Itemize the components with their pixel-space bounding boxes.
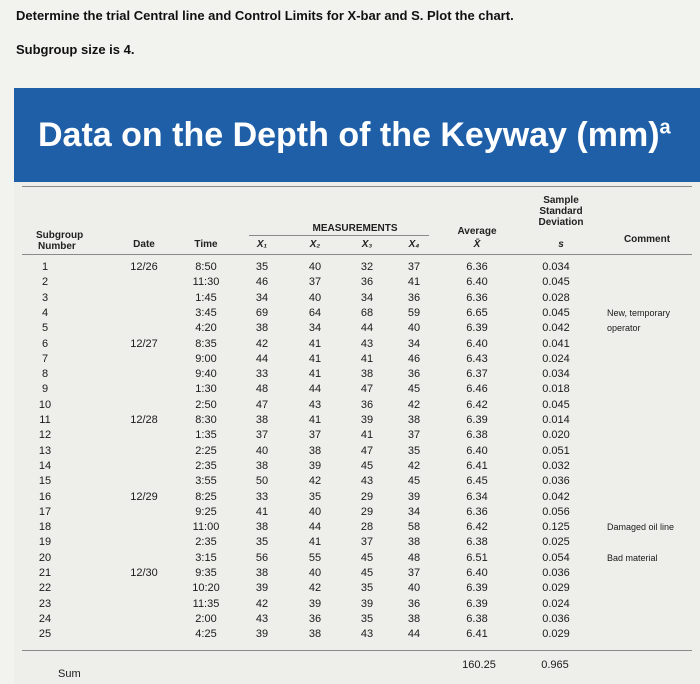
x1-cell: 37 (255, 429, 269, 442)
table-row (14, 612, 700, 627)
time-cell: 3:15 (195, 551, 217, 564)
time-cell: 8:50 (195, 261, 217, 273)
time-cell: 3:45 (195, 306, 217, 319)
subgroup-number-cell: 22 (38, 582, 52, 595)
time-cell: 2:50 (195, 398, 217, 411)
x2-cell: 42 (308, 475, 322, 488)
average-cell: 6.41 (466, 628, 488, 641)
header-date: Date (133, 239, 155, 250)
x3-cell: 44 (360, 322, 374, 335)
table-top-rule (22, 186, 692, 187)
header-measurements: MEASUREMENTS (312, 223, 398, 234)
subgroup-number-cell: 13 (38, 444, 52, 457)
header-x1: X₁ (256, 239, 268, 250)
average-cell: 6.39 (466, 597, 488, 610)
time-cell: 4:20 (195, 322, 217, 335)
x2-cell: 38 (308, 444, 322, 457)
x4-cell: 42 (407, 459, 421, 472)
x1-cell: 39 (255, 628, 269, 641)
subgroup-number-cell: 19 (38, 536, 52, 549)
std-dev-cell: 0.036 (542, 475, 570, 488)
x3-cell: 43 (360, 628, 374, 641)
x3-cell: 36 (360, 398, 374, 411)
header-comment: Comment (623, 234, 671, 245)
x1-cell: 38 (255, 459, 269, 472)
subgroup-number-cell: 7 (41, 352, 49, 365)
header-x4: X₄ (408, 239, 420, 250)
average-cell: 6.43 (466, 352, 488, 365)
time-cell: 2:25 (195, 444, 217, 457)
x4-cell: 44 (407, 628, 421, 641)
x1-cell: 33 (255, 490, 269, 503)
x4-cell: 38 (407, 612, 421, 625)
comment-cell: Damaged oil line (607, 522, 675, 533)
x3-cell: 35 (360, 612, 374, 625)
time-cell: 4:25 (195, 628, 217, 641)
header-x2: X₂ (309, 239, 321, 250)
x2-cell: 40 (308, 291, 322, 304)
table-row (14, 627, 700, 642)
header-x3: X₃ (361, 239, 373, 250)
date-cell: 12/28 (130, 414, 158, 426)
std-dev-cell: 0.025 (542, 536, 570, 549)
header-time: Time (194, 239, 218, 250)
x1-cell: 39 (255, 582, 269, 595)
x2-cell: 41 (308, 414, 322, 426)
header-average: Average (457, 226, 497, 237)
std-dev-cell: 0.054 (542, 551, 570, 564)
average-cell: 6.36 (466, 505, 488, 518)
x2-cell: 41 (308, 368, 322, 381)
std-dev-cell: 0.029 (542, 628, 570, 641)
table-row (14, 459, 700, 474)
average-cell: 6.38 (466, 429, 488, 442)
subgroup-number-cell: 8 (41, 368, 49, 381)
x3-cell: 41 (360, 352, 374, 365)
x3-cell: 35 (360, 582, 374, 595)
x3-cell: 68 (360, 306, 374, 319)
time-cell: 3:55 (195, 475, 217, 488)
x1-cell: 42 (255, 337, 269, 350)
x3-cell: 37 (360, 536, 374, 549)
measurements-rule (249, 235, 429, 236)
subgroup-number-cell: 23 (38, 597, 52, 610)
subgroup-number-cell: 3 (41, 291, 49, 304)
time-cell: 2:35 (195, 536, 217, 549)
table-row (14, 352, 700, 367)
subgroup-number-cell: 9 (41, 383, 49, 396)
table-row (14, 597, 700, 612)
x4-cell: 45 (407, 383, 421, 396)
x4-cell: 35 (407, 444, 421, 457)
time-cell: 1:30 (195, 383, 217, 396)
table-row (14, 444, 700, 459)
std-dev-cell: 0.036 (542, 567, 570, 579)
x4-cell: 39 (407, 490, 421, 503)
x3-cell: 47 (360, 444, 374, 457)
x2-cell: 40 (308, 505, 322, 518)
average-cell: 6.34 (466, 490, 488, 503)
std-dev-cell: 0.036 (542, 612, 570, 625)
average-cell: 6.39 (466, 414, 488, 426)
time-cell: 2:35 (195, 459, 217, 472)
average-cell: 6.38 (466, 536, 488, 549)
average-cell: 6.41 (466, 459, 488, 472)
std-dev-cell: 0.028 (542, 291, 570, 304)
header-s: s (558, 239, 564, 250)
subgroup-number-cell: 5 (41, 322, 49, 335)
x4-cell: 48 (407, 551, 421, 564)
subgroup-number-cell: 2 (41, 276, 49, 289)
table-row (14, 490, 700, 505)
std-dev-cell: 0.024 (542, 352, 570, 365)
x2-cell: 41 (308, 337, 322, 350)
time-cell: 9:00 (195, 352, 217, 365)
x2-cell: 37 (308, 429, 322, 442)
std-dev-cell: 0.014 (542, 414, 570, 426)
x3-cell: 43 (360, 337, 374, 350)
time-cell: 2:00 (195, 612, 217, 625)
x1-cell: 50 (255, 475, 269, 488)
average-cell: 6.36 (466, 261, 488, 273)
time-cell: 9:35 (195, 567, 217, 579)
std-dev-cell: 0.042 (542, 322, 570, 335)
x4-cell: 40 (407, 322, 421, 335)
x4-cell: 37 (407, 261, 421, 273)
table-row (14, 260, 700, 275)
x1-cell: 69 (255, 306, 269, 319)
subgroup-size-text: Subgroup size is 4. (16, 42, 135, 57)
header-bottom-rule (22, 254, 692, 255)
average-cell: 6.65 (466, 306, 488, 319)
time-cell: 8:25 (195, 490, 217, 503)
time-cell: 11:30 (192, 276, 220, 289)
x3-cell: 45 (360, 551, 374, 564)
table-row (14, 474, 700, 489)
x4-cell: 46 (407, 352, 421, 365)
banner-superscript: a (659, 116, 671, 139)
x2-cell: 64 (308, 306, 322, 319)
subgroup-number-cell: 25 (38, 628, 52, 641)
date-cell: 12/29 (130, 490, 158, 503)
header-subgroup: Subgroup (36, 230, 84, 241)
average-cell: 6.42 (466, 398, 488, 411)
x4-cell: 38 (407, 536, 421, 549)
subgroup-number-cell: 10 (38, 398, 52, 411)
x2-cell: 42 (308, 582, 322, 595)
x2-cell: 35 (308, 490, 322, 503)
x1-cell: 40 (255, 444, 269, 457)
x1-cell: 38 (255, 414, 269, 426)
subgroup-number-cell: 24 (38, 612, 52, 625)
sum-label: Sum (58, 668, 81, 680)
x2-cell: 43 (308, 398, 322, 411)
x2-cell: 41 (308, 352, 322, 365)
time-cell: 8:35 (195, 337, 217, 350)
std-dev-cell: 0.018 (542, 383, 570, 396)
subgroup-number-cell: 21 (38, 567, 52, 579)
x2-cell: 36 (308, 612, 322, 625)
subgroup-number-cell: 11 (39, 414, 51, 426)
x1-cell: 42 (255, 597, 269, 610)
std-dev-cell: 0.034 (542, 261, 570, 273)
average-cell: 6.45 (466, 475, 488, 488)
x3-cell: 41 (360, 429, 374, 442)
x2-cell: 40 (308, 261, 322, 273)
x4-cell: 36 (407, 368, 421, 381)
x3-cell: 43 (360, 475, 374, 488)
time-cell: 1:35 (195, 429, 217, 442)
banner-title-text: Data on the Depth of the Keyway (mm) (38, 116, 660, 154)
x1-cell: 38 (255, 322, 269, 335)
x2-cell: 40 (308, 567, 322, 579)
time-cell: 11:35 (192, 597, 220, 610)
x2-cell: 38 (308, 628, 322, 641)
table-row (14, 367, 700, 382)
std-dev-cell: 0.034 (542, 368, 570, 381)
x4-cell: 37 (407, 429, 421, 442)
x3-cell: 39 (360, 414, 374, 426)
average-cell: 6.40 (466, 337, 488, 350)
x3-cell: 34 (360, 291, 374, 304)
x2-cell: 37 (308, 276, 322, 289)
table-row (14, 398, 700, 413)
x4-cell: 38 (407, 414, 421, 426)
keyway-data-table (14, 182, 700, 684)
x4-cell: 59 (407, 306, 421, 319)
std-dev-cell: 0.032 (542, 459, 570, 472)
x1-cell: 48 (255, 383, 269, 396)
question-text: Determine the trial Central line and Control Limits for X-bar and S. Plot the chart. (16, 8, 514, 23)
average-cell: 6.46 (466, 383, 488, 396)
header-sample: Sample (543, 195, 579, 206)
table-row (14, 291, 700, 306)
subgroup-number-cell: 16 (38, 490, 52, 503)
time-cell: 9:25 (195, 505, 217, 518)
date-cell: 12/27 (130, 337, 158, 350)
x1-cell: 35 (255, 261, 269, 273)
x3-cell: 28 (360, 521, 374, 534)
comment-cell: operator (607, 323, 641, 334)
x1-cell: 56 (255, 551, 269, 564)
sum-std-dev: 0.965 (541, 659, 569, 671)
average-cell: 6.39 (466, 582, 488, 595)
x4-cell: 36 (407, 291, 421, 304)
date-cell: 12/26 (130, 261, 158, 273)
average-cell: 6.36 (466, 291, 488, 304)
x3-cell: 38 (360, 368, 374, 381)
x4-cell: 42 (407, 398, 421, 411)
x4-cell: 36 (407, 597, 421, 610)
x3-cell: 36 (360, 276, 374, 289)
subgroup-number-cell: 14 (38, 459, 52, 472)
x4-cell: 37 (407, 567, 421, 579)
x1-cell: 38 (255, 567, 269, 579)
table-row (14, 566, 700, 581)
time-cell: 11:00 (192, 521, 220, 534)
x3-cell: 45 (360, 567, 374, 579)
x3-cell: 39 (360, 597, 374, 610)
table-row (14, 306, 700, 321)
x2-cell: 44 (308, 521, 322, 534)
x4-cell: 34 (407, 337, 421, 350)
std-dev-cell: 0.020 (542, 429, 570, 442)
sum-rule (22, 650, 692, 651)
x1-cell: 41 (255, 505, 269, 518)
x1-cell: 43 (255, 612, 269, 625)
subgroup-number-cell: 6 (41, 337, 49, 350)
table-row (14, 505, 700, 520)
time-cell: 9:40 (195, 368, 217, 381)
header-standard: Standard (539, 206, 583, 217)
x2-cell: 41 (308, 536, 322, 549)
average-cell: 6.40 (466, 276, 488, 289)
x1-cell: 35 (255, 536, 269, 549)
std-dev-cell: 0.056 (542, 505, 570, 518)
subgroup-number-cell: 17 (38, 505, 52, 518)
table-row (14, 520, 700, 535)
header-xbar: X̄ (473, 239, 481, 250)
x4-cell: 41 (407, 276, 421, 289)
x4-cell: 58 (407, 521, 421, 534)
x4-cell: 34 (407, 505, 421, 518)
x1-cell: 46 (255, 276, 269, 289)
std-dev-cell: 0.045 (542, 398, 570, 411)
table-row (14, 337, 700, 352)
table-row (14, 275, 700, 290)
x3-cell: 45 (360, 459, 374, 472)
x2-cell: 39 (308, 597, 322, 610)
x1-cell: 38 (255, 521, 269, 534)
x2-cell: 55 (308, 551, 322, 564)
table-row (14, 321, 700, 336)
std-dev-cell: 0.029 (542, 582, 570, 595)
time-cell: 8:30 (195, 414, 217, 426)
header-deviation: Deviation (538, 217, 584, 228)
header-number: Number (38, 241, 76, 252)
std-dev-cell: 0.042 (542, 490, 570, 503)
std-dev-cell: 0.045 (542, 276, 570, 289)
table-row (14, 382, 700, 397)
subgroup-number-cell: 4 (41, 306, 49, 319)
average-cell: 6.38 (466, 612, 488, 625)
x3-cell: 32 (360, 261, 374, 273)
subgroup-number-cell: 1 (41, 261, 49, 273)
sum-average: 160.25 (462, 659, 496, 671)
table-row (14, 413, 700, 428)
x2-cell: 44 (308, 383, 322, 396)
x1-cell: 34 (255, 291, 269, 304)
banner-title (38, 116, 671, 155)
average-cell: 6.42 (466, 521, 488, 534)
average-cell: 6.40 (466, 567, 488, 579)
x1-cell: 47 (255, 398, 269, 411)
std-dev-cell: 0.045 (542, 306, 570, 319)
average-cell: 6.39 (466, 322, 488, 335)
x1-cell: 33 (255, 368, 269, 381)
x3-cell: 29 (360, 490, 374, 503)
x3-cell: 47 (360, 383, 374, 396)
average-cell: 6.40 (466, 444, 488, 457)
x4-cell: 45 (407, 475, 421, 488)
date-cell: 12/30 (130, 567, 158, 579)
subgroup-number-cell: 12 (38, 429, 52, 442)
table-row (14, 581, 700, 596)
std-dev-cell: 0.024 (542, 597, 570, 610)
x2-cell: 39 (308, 459, 322, 472)
time-cell: 1:45 (195, 291, 217, 304)
subgroup-number-cell: 15 (38, 475, 52, 488)
x4-cell: 40 (407, 582, 421, 595)
x1-cell: 44 (255, 352, 269, 365)
std-dev-cell: 0.041 (542, 337, 570, 350)
comment-cell: Bad material (607, 552, 658, 563)
table-row (14, 551, 700, 566)
subgroup-number-cell: 20 (38, 551, 52, 564)
subgroup-number-cell: 18 (38, 521, 52, 534)
average-cell: 6.51 (466, 551, 488, 564)
std-dev-cell: 0.125 (542, 521, 570, 534)
average-cell: 6.37 (466, 368, 488, 381)
table-row (14, 428, 700, 443)
x3-cell: 29 (360, 505, 374, 518)
std-dev-cell: 0.051 (542, 444, 570, 457)
title-banner (14, 88, 700, 182)
comment-cell: New, temporary (607, 307, 671, 318)
time-cell: 10:20 (192, 582, 220, 595)
x2-cell: 34 (308, 322, 322, 335)
table-row (14, 535, 700, 550)
